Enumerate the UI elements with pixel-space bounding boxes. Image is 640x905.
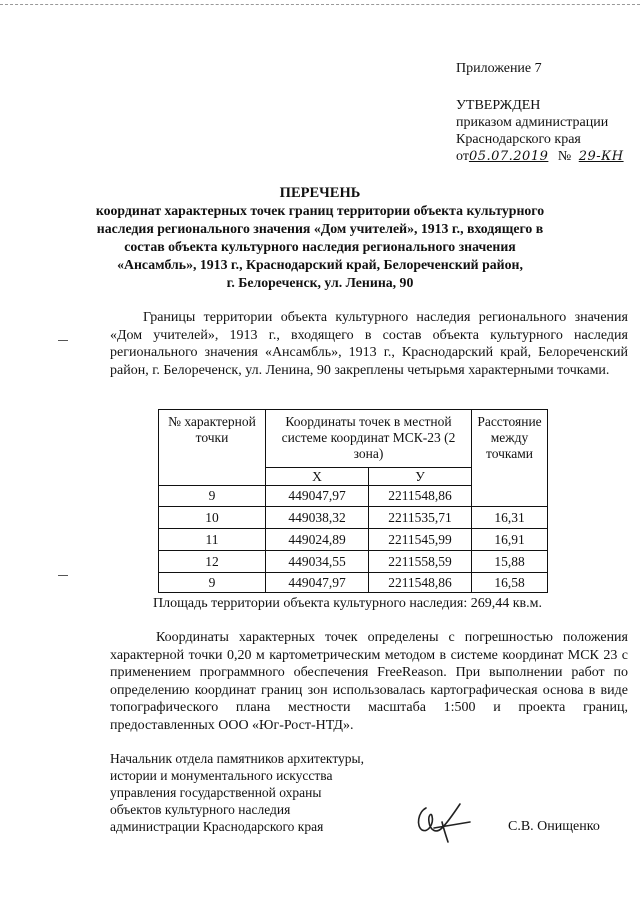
order-line-1: приказом администрации: [456, 115, 609, 130]
col-header-point: № характерной точки: [159, 410, 266, 486]
distance-value: 16,31: [472, 507, 548, 529]
point-number: 10: [159, 507, 266, 529]
table-row: [159, 507, 548, 529]
top-border-line: [0, 4, 640, 7]
signatory-line-3: управления государственной охраны: [110, 785, 322, 800]
distance-value: 16,58: [472, 573, 548, 593]
title-line-5: г. Белореченск, ул. Ленина, 90: [226, 275, 414, 290]
approval-block: [456, 60, 542, 77]
handwritten-signature: [412, 800, 476, 846]
area-text: Площадь территории объекта культурного наследия: 269,44 кв.м.: [153, 596, 542, 611]
distance-value: 16,91: [472, 529, 548, 551]
y-value: 2211548,86: [369, 486, 472, 507]
number-prefix: №: [557, 149, 572, 164]
order-date: 05.07.2019: [468, 149, 549, 164]
title-line-4: «Ансамбль», 1913 г., Краснодарский край, Белореченский район,: [117, 257, 523, 272]
table-row: [159, 573, 548, 593]
title-heading: ПЕРЕЧЕНЬ: [279, 185, 361, 201]
col-header-distance: Расстояние между точками: [472, 410, 548, 507]
title-line-2: наследия регионального значения «Дом учителей», 1913 г., входящего в: [96, 221, 544, 236]
point-number: 9: [159, 573, 266, 593]
x-value: 449024,89: [266, 529, 369, 551]
x-value: 449038,32: [266, 507, 369, 529]
y-value: 2211558,59: [369, 551, 472, 573]
x-value: 449047,97: [266, 486, 369, 507]
signatory-line-4: объектов культурного наследия: [110, 802, 291, 817]
approved-label: УТВЕРЖДЕН: [456, 98, 541, 113]
y-header: У: [369, 468, 472, 486]
title-line-3: состав объекта культурного наследия регионального значения: [124, 239, 516, 254]
order-number: 29-КН: [578, 149, 624, 164]
appendix-label: Приложение 7: [456, 61, 542, 76]
signatory-position: [110, 750, 364, 835]
point-number: 12: [159, 551, 266, 573]
intro-paragraph: Границы территории объекта культурного наследия регионального значения «Дом учителей», 1913 г., входящего в состав объекта культурного наследия регионального значения «Ансамбль», 1913 г., Краснодарский край, Белореченский район, г. Белореченск, ул. Ленина, 90 закреплены четырьмя характерными точками.: [110, 310, 628, 378]
approval-stamp: [456, 97, 624, 165]
title-line-1: координат характерных точек границ территории объекта культурного: [95, 203, 545, 218]
point-number: 9: [159, 486, 266, 507]
y-value: 2211535,71: [369, 507, 472, 529]
binding-mark: [58, 340, 68, 341]
order-date-line: [456, 148, 624, 165]
table-row: [159, 529, 548, 551]
accuracy-paragraph: Координаты характерных точек определены с погрешностью положения характерной точки 0,20 м картометрическим методом в системе координат МСК 23 с применением программного обеспечения FreeReason. При выполнении работ по определению координат границ зон использовалась картографическая основа в виде топографического плана местности масштаба 1:500 и проекта границ, предоставленных ООО «Юг-Рост-НТД».: [110, 630, 628, 733]
order-line-2: Краснодарского края: [456, 132, 581, 147]
point-number: 11: [159, 529, 266, 551]
signatory-line-1: Начальник отдела памятников архитектуры,: [110, 751, 364, 766]
x-value: 449034,55: [266, 551, 369, 573]
x-value: 449047,97: [266, 573, 369, 593]
signatory-line-5: администрации Краснодарского края: [110, 819, 324, 834]
x-header: Х: [266, 468, 369, 486]
binding-mark: [58, 575, 68, 576]
table-row: [159, 551, 548, 573]
signatory-name: С.В. Онищенко: [508, 819, 600, 834]
signatory-line-2: истории и монументального искусства: [110, 768, 333, 783]
document-title: [95, 184, 545, 292]
date-prefix: от: [456, 149, 469, 164]
coordinates-table: [158, 409, 548, 593]
y-value: 2211548,86: [369, 573, 472, 593]
y-value: 2211545,99: [369, 529, 472, 551]
col-header-coordinates: Координаты точек в местной системе координат МСК-23 (2 зона): [266, 410, 472, 468]
distance-value: 15,88: [472, 551, 548, 573]
